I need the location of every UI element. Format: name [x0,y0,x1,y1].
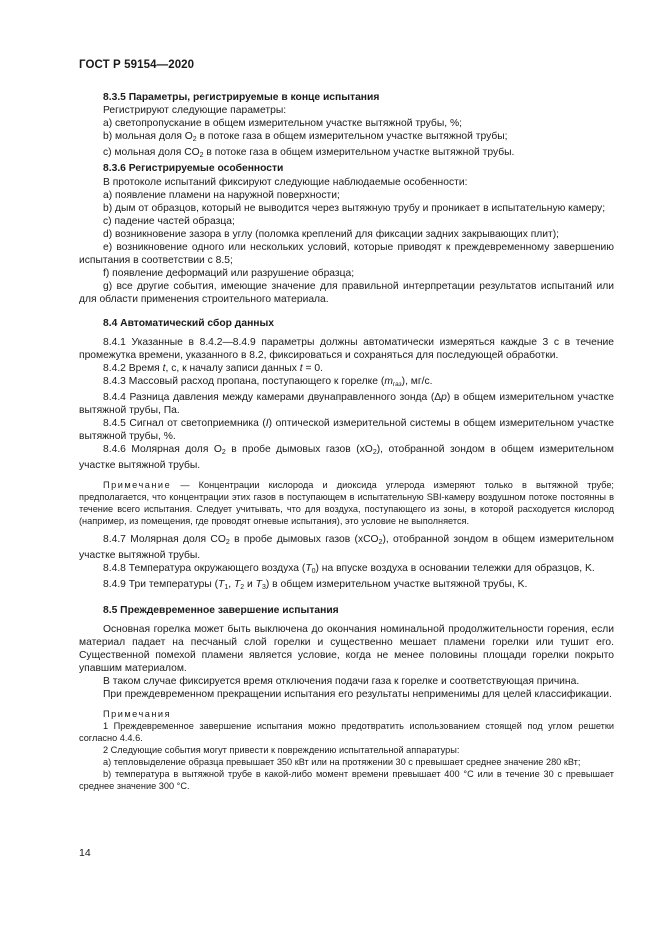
note-2-a: a) тепловыделение образца превышает 350 кВт или на протяжении 30 с превышает среднее значение 280 кВт; [103,756,581,767]
list-item-8-3-6-b: b) дым от образцов, который не выводится через вытяжную трубу и проникает в испытательную камеру; [103,202,606,214]
notes-label: Примечания [103,708,172,719]
paragraph-8-5-1: Основная горелка может быть выключена до окончания номинальной продолжительности горения, если материал падает на песчаный слой горелки и существенно мешает пламени горелки или тушит его. Существенной помехой пламени является условие, когда не менее половины площади горелки покрыто упавшим материалом. [79,624,614,675]
paragraph-8-4-3: 8.4.3 Массовый расход пропана, поступающего к горелке (mгаз), мг/с. [103,375,433,388]
list-item-8-3-6-g: g) все другие события, имеющие значение для правильной интерпретации результатов испытаний или для области применения строительного материала. [79,281,614,306]
section-8-3-6-title: 8.3.6 Регистрируемые особенности [103,163,284,175]
page-content [79,91,614,792]
note-1: 1 Преждевременное завершение испытания можно предотвратить использованием стоящей под углом решетки согласно 4.4.6. [79,720,614,743]
section-8-4-title: 8.4 Автоматический сбор данных [103,317,275,329]
paragraph-8-4-9: 8.4.9 Три температуры ($T_1$, $T_2$ и $T_3$) в общем измерительном участке вытяжной трубы, K. [103,578,528,591]
section-8-3-6-intro: В протоколе испытаний фиксируют следующие наблюдаемые особенности: [103,176,468,188]
paragraph-8-4-4: 8.4.4 Разница давления между камерами двунаправленного зонда (Δp) в общем измерительном участке вытяжной трубы, Па. [79,391,615,417]
paragraph-8-4-1: 8.4.1 Указанные в 8.4.2—8.4.9 параметры должны автоматически измеряться каждые 3 с в течение промежутка времени, указанного в 8.2, фиксироваться и сохраняться для последующей обработки. [79,336,614,361]
paragraph-8-5-2: В таком случае фиксируется время отключения подачи газа к горелке и соответствующая причина. [103,676,580,688]
paragraph-8-5-3: При преждевременном прекращении испытания его результаты неприменимы для целей классификации. [103,689,612,701]
page-header: ГОСТ Р 59154—2020 [79,59,195,71]
paragraph-8-4-2: 8.4.2 Время t, с, к началу записи данных t = 0. [103,362,323,374]
list-item-8-3-5-b: b) мольная доля $O_2$ в потоке газа в общем измерительном участке вытяжной трубы; [103,131,508,144]
list-item-8-3-6-f: f) появление деформаций или разрушение образца; [103,268,355,280]
paragraph-8-4-8: 8.4.8 Температура окружающего воздуха $(T_0)$ на впуске воздуха в основании тележки для образцов, K. [103,562,595,575]
note-2-b: b) температура в вытяжной трубе в какой-либо момент времени превышает 400 °C или в течение 30 с превышает среднее значение 300 °C. [79,768,614,791]
list-item-8-3-5-c: c) мольная доля $CO_2$ в потоке газа в общем измерительном участке вытяжной трубы. [103,147,515,160]
paragraph-8-4-6: 8.4.6 Молярная доля $O_2$ в пробе дымовых газов $(xO_2)$, отобранной зондом в общем измерительном участке вытяжной трубы. [79,444,614,472]
list-item-8-3-6-e: e) возникновение одного или нескольких условий, которые приводят к преждевременному завершению испытания в соответствии с 8.5; [79,242,614,267]
list-item-8-3-6-c: c) падение частей образца; [103,215,235,227]
section-8-3-5-intro: Регистрируют следующие параметры: [103,105,287,117]
note-8-4: Примечание — Концентрации кислорода и диоксида углерода измеряют только в вытяжной трубе; предполагается, что концентрации этих газов в поступающем в испытательную SBI-камеру воздушном потоке постоянны в течение всего испытания. Следует учитывать, что для воздуха, поступающего из зоны, в которой расходуется кислород (например, из помещения, где проводят огневые испытания), это условие не выполняется. [79,479,614,526]
list-item-8-3-6-d: d) возникновение зазора в углу (поломка креплений для фиксации задних закрывающих плит); [103,228,560,240]
section-8-5-title: 8.5 Преждевременное завершение испытания [103,604,339,616]
paragraph-8-4-5: 8.4.5 Сигнал от светоприемника (I) оптической измерительной системы в общем измерительном участке вытяжной трубы, %. [79,418,615,443]
section-8-3-5-title: 8.3.5 Параметры, регистрируемые в конце испытания [103,92,380,103]
list-item-8-3-5-a: a) светопропускание в общем измерительном участке вытяжной трубы, %; [103,118,462,130]
page-number: 14 [79,847,91,859]
list-item-8-3-6-a: a) появление пламени на наружной поверхности; [103,189,340,201]
paragraph-8-4-7: 8.4.7 Молярная доля $CO_2$ в пробе дымовых газов (xCO$_2$), отобранной зондом в общем измерительном участке вытяжной трубы. [79,533,615,561]
note-2: 2 Следующие события могут привести к повреждению испытательной аппаратуры: [103,744,460,755]
